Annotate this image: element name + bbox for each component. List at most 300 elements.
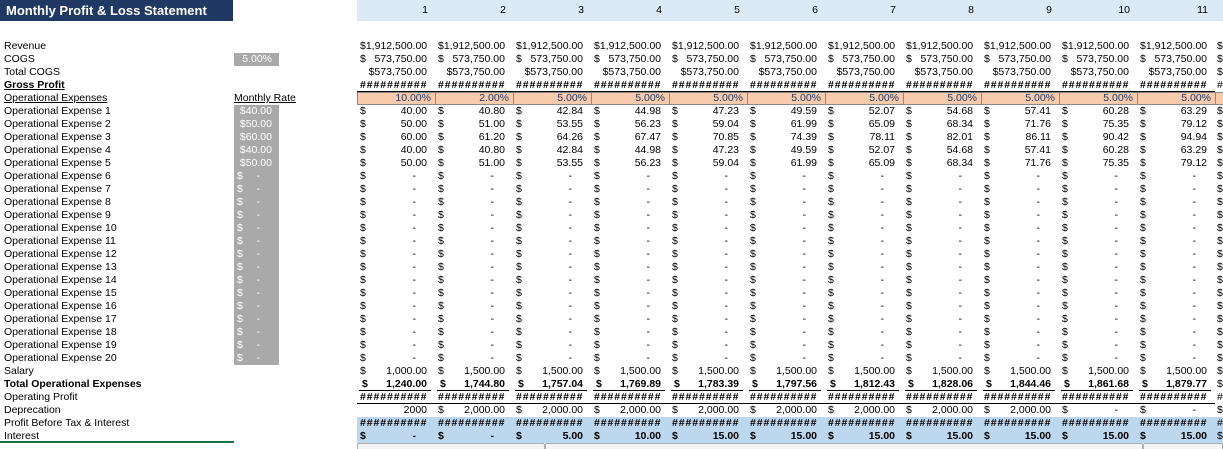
cell-operational-expense-6-col2[interactable] — [435, 170, 513, 183]
row-label-operational-expense-19[interactable]: Operational Expense 19 — [4, 339, 117, 351]
cell-interest-col9[interactable] — [981, 430, 1059, 443]
cell-operational-expense-11-col2[interactable] — [435, 235, 513, 248]
cell-operational-expense-14-col11[interactable] — [1137, 274, 1215, 287]
column-header-8[interactable]: 8 — [968, 4, 974, 16]
row-label-operational-expense-15[interactable]: Operational Expense 15 — [4, 287, 117, 299]
cell-gross-profit-col8[interactable] — [903, 79, 981, 92]
cell-total-cogs-col5[interactable] — [669, 66, 747, 79]
cell-operational-expense-14-col9[interactable] — [981, 274, 1059, 287]
cell-total-operational-expenses-col1[interactable] — [357, 378, 435, 391]
cell-operational-expense-11-col8[interactable] — [903, 235, 981, 248]
cell-operational-expense-3-col9[interactable] — [981, 131, 1059, 144]
cell-cogs-col6[interactable] — [747, 53, 825, 66]
row-label-total-operational-expenses[interactable]: Total Operational Expenses — [4, 378, 142, 390]
cell-operational-expense-14-col4[interactable] — [591, 274, 669, 287]
row-label-operational-expense-4[interactable]: Operational Expense 4 — [4, 144, 111, 156]
row-label-operational-expense-6[interactable]: Operational Expense 6 — [4, 170, 111, 182]
cell-operational-expense-10-col6[interactable] — [747, 222, 825, 235]
cell-operational-expense-7-col2[interactable] — [435, 183, 513, 196]
cell-operational-expense-10-col7[interactable] — [825, 222, 903, 235]
cell-gross-profit-col10[interactable] — [1059, 79, 1137, 92]
rate-input-operational-expense-2[interactable] — [234, 118, 279, 131]
cell-revenue-col7[interactable] — [825, 40, 903, 53]
cell-revenue-col3[interactable] — [513, 40, 591, 53]
row-label-operational-expense-10[interactable]: Operational Expense 10 — [4, 222, 117, 234]
cell-operational-expense-1-col8[interactable] — [903, 105, 981, 118]
cell-cogs-col1[interactable] — [357, 53, 435, 66]
cell-operational-expense-18-col5[interactable] — [669, 326, 747, 339]
cell-operational-expense-1-col3[interactable] — [513, 105, 591, 118]
cell-operational-expense-4-col11[interactable] — [1137, 144, 1215, 157]
cell-revenue-col8[interactable] — [903, 40, 981, 53]
cell-operational-expense-19-col7[interactable] — [825, 339, 903, 352]
cell-deprecation-col8[interactable] — [903, 404, 981, 417]
cell-operational-expense-19-col1[interactable] — [357, 339, 435, 352]
cell-operational-expense-16-col1[interactable] — [357, 300, 435, 313]
cell-operating-profit-col8[interactable] — [903, 391, 981, 404]
cell-salary-col9[interactable] — [981, 365, 1059, 378]
cell-operating-profit-col10[interactable] — [1059, 391, 1137, 404]
cell-operational-expense-15-col3[interactable] — [513, 287, 591, 300]
cell-operational-expense-5-col7[interactable] — [825, 157, 903, 170]
cell-operational-expense-20-col6[interactable] — [747, 352, 825, 365]
cell-operational-expense-15-col6[interactable] — [747, 287, 825, 300]
cell-operational-expense-4-col3[interactable] — [513, 144, 591, 157]
cell-operational-expense-9-col4[interactable] — [591, 209, 669, 222]
cell-operational-expense-7-col10[interactable] — [1059, 183, 1137, 196]
cell-operational-expense-5-col6[interactable] — [747, 157, 825, 170]
rate-input-operational-expense-8[interactable] — [234, 196, 279, 209]
row-label-operational-expense-20[interactable]: Operational Expense 20 — [4, 352, 117, 364]
cell-operational-expense-11-col4[interactable] — [591, 235, 669, 248]
cell-operational-expense-8-col4[interactable] — [591, 196, 669, 209]
cell-operational-expense-9-col10[interactable] — [1059, 209, 1137, 222]
cell-total-operational-expenses-col5[interactable] — [669, 378, 747, 391]
cell-operational-expense-20-col10[interactable] — [1059, 352, 1137, 365]
cell-gross-profit-col1[interactable] — [357, 79, 435, 92]
cell-operational-expense-20-col3[interactable] — [513, 352, 591, 365]
cell-operational-expense-13-col3[interactable] — [513, 261, 591, 274]
cell-operational-expense-8-col3[interactable] — [513, 196, 591, 209]
cell-salary-col10[interactable] — [1059, 365, 1137, 378]
cell-gross-profit-col6[interactable] — [747, 79, 825, 92]
cell-operational-expenses-col8[interactable] — [903, 92, 981, 105]
cell-operational-expense-3-col2[interactable] — [435, 131, 513, 144]
cell-operational-expense-9-col9[interactable] — [981, 209, 1059, 222]
cell-profit-before-tax-interest-col7[interactable] — [825, 417, 903, 430]
cell-operational-expense-14-col5[interactable] — [669, 274, 747, 287]
cell-operational-expense-9-col6[interactable] — [747, 209, 825, 222]
cell-revenue-col2[interactable] — [435, 40, 513, 53]
cell-interest-col10[interactable] — [1059, 430, 1137, 443]
cell-operational-expense-3-col5[interactable] — [669, 131, 747, 144]
cell-operational-expense-8-col11[interactable] — [1137, 196, 1215, 209]
cell-operational-expense-19-col4[interactable] — [591, 339, 669, 352]
rate-input-operational-expense-15[interactable] — [234, 287, 279, 300]
cell-salary-col6[interactable] — [747, 365, 825, 378]
cell-operational-expense-14-col10[interactable] — [1059, 274, 1137, 287]
cell-salary-col4[interactable] — [591, 365, 669, 378]
cell-salary-col2[interactable] — [435, 365, 513, 378]
cell-operational-expense-1-col9[interactable] — [981, 105, 1059, 118]
cell-operational-expense-10-col11[interactable] — [1137, 222, 1215, 235]
cell-operational-expense-20-col8[interactable] — [903, 352, 981, 365]
cell-interest-col1[interactable] — [357, 430, 435, 443]
rate-input-operational-expense-16[interactable] — [234, 300, 279, 313]
cell-operational-expense-3-col4[interactable] — [591, 131, 669, 144]
cell-total-operational-expenses-col8[interactable] — [903, 378, 981, 391]
rate-input-operational-expense-5[interactable] — [234, 157, 279, 170]
cell-operational-expense-18-col8[interactable] — [903, 326, 981, 339]
cell-operational-expense-6-col4[interactable] — [591, 170, 669, 183]
cell-operational-expense-9-col2[interactable] — [435, 209, 513, 222]
cell-total-operational-expenses-col4[interactable] — [591, 378, 669, 391]
cell-operational-expense-8-col9[interactable] — [981, 196, 1059, 209]
cell-revenue-col9[interactable] — [981, 40, 1059, 53]
cell-operational-expense-12-col9[interactable] — [981, 248, 1059, 261]
cell-operational-expenses-col3[interactable] — [513, 92, 591, 105]
cell-operational-expense-5-col8[interactable] — [903, 157, 981, 170]
cell-operational-expenses-col11[interactable] — [1137, 92, 1215, 105]
cell-operational-expense-7-col5[interactable] — [669, 183, 747, 196]
cell-operational-expense-14-col7[interactable] — [825, 274, 903, 287]
cell-operational-expense-15-col8[interactable] — [903, 287, 981, 300]
cell-operational-expense-20-col7[interactable] — [825, 352, 903, 365]
row-label-operational-expense-9[interactable]: Operational Expense 9 — [4, 209, 111, 221]
cell-operational-expense-2-col7[interactable] — [825, 118, 903, 131]
cell-operational-expense-17-col1[interactable] — [357, 313, 435, 326]
cell-operational-expense-20-col5[interactable] — [669, 352, 747, 365]
cell-operational-expense-7-col4[interactable] — [591, 183, 669, 196]
cell-operational-expense-13-col2[interactable] — [435, 261, 513, 274]
cell-operating-profit-col3[interactable] — [513, 391, 591, 404]
cell-operational-expense-8-col2[interactable] — [435, 196, 513, 209]
cell-operational-expense-5-col10[interactable] — [1059, 157, 1137, 170]
cell-cogs-col8[interactable] — [903, 53, 981, 66]
column-header-1[interactable]: 1 — [422, 4, 428, 16]
cell-operational-expense-8-col10[interactable] — [1059, 196, 1137, 209]
row-label-operational-expense-18[interactable]: Operational Expense 18 — [4, 326, 117, 338]
cell-operational-expense-17-col7[interactable] — [825, 313, 903, 326]
cell-operational-expense-9-col3[interactable] — [513, 209, 591, 222]
cell-operating-profit-col2[interactable] — [435, 391, 513, 404]
cell-operational-expense-18-col9[interactable] — [981, 326, 1059, 339]
cell-operational-expense-7-col1[interactable] — [357, 183, 435, 196]
cell-operational-expense-1-col11[interactable] — [1137, 105, 1215, 118]
cell-interest-col11[interactable] — [1137, 430, 1215, 443]
cell-operational-expense-1-col10[interactable] — [1059, 105, 1137, 118]
cell-profit-before-tax-interest-col1[interactable] — [357, 417, 435, 430]
cell-deprecation-col7[interactable] — [825, 404, 903, 417]
cell-total-operational-expenses-col3[interactable] — [513, 378, 591, 391]
row-label-operational-expense-14[interactable]: Operational Expense 14 — [4, 274, 117, 286]
rate-input-operational-expense-4[interactable] — [234, 144, 279, 157]
row-label-operational-expense-1[interactable]: Operational Expense 1 — [4, 105, 111, 117]
row-label-interest[interactable]: Interest — [0, 430, 234, 443]
cell-operational-expense-2-col1[interactable] — [357, 118, 435, 131]
cell-total-cogs-col1[interactable] — [357, 66, 435, 79]
cell-profit-before-tax-interest-col9[interactable] — [981, 417, 1059, 430]
cell-operational-expense-10-col1[interactable] — [357, 222, 435, 235]
cell-operational-expense-12-col2[interactable] — [435, 248, 513, 261]
cell-cogs-col5[interactable] — [669, 53, 747, 66]
cell-cogs-col10[interactable] — [1059, 53, 1137, 66]
cell-operational-expense-2-col11[interactable] — [1137, 118, 1215, 131]
cell-operational-expense-17-col10[interactable] — [1059, 313, 1137, 326]
rate-input-operational-expense-14[interactable] — [234, 274, 279, 287]
cell-operational-expense-2-col10[interactable] — [1059, 118, 1137, 131]
cell-operational-expense-15-col1[interactable] — [357, 287, 435, 300]
cell-operational-expense-19-col5[interactable] — [669, 339, 747, 352]
cell-operational-expense-20-col11[interactable] — [1137, 352, 1215, 365]
cell-revenue-col5[interactable] — [669, 40, 747, 53]
cell-total-operational-expenses-col6[interactable] — [747, 378, 825, 391]
cell-operational-expense-12-col11[interactable] — [1137, 248, 1215, 261]
cell-operational-expense-19-col8[interactable] — [903, 339, 981, 352]
cell-salary-col7[interactable] — [825, 365, 903, 378]
cell-operational-expense-2-col6[interactable] — [747, 118, 825, 131]
column-header-6[interactable]: 6 — [812, 4, 818, 16]
cell-salary-col8[interactable] — [903, 365, 981, 378]
cell-deprecation-col11[interactable] — [1137, 404, 1215, 417]
row-label-operational-expense-7[interactable]: Operational Expense 7 — [4, 183, 111, 195]
cell-operational-expense-6-col11[interactable] — [1137, 170, 1215, 183]
cell-operational-expense-3-col8[interactable] — [903, 131, 981, 144]
row-label-cogs[interactable]: COGS — [4, 53, 35, 65]
cell-operational-expense-2-col8[interactable] — [903, 118, 981, 131]
cell-operational-expense-19-col11[interactable] — [1137, 339, 1215, 352]
cell-operational-expense-16-col7[interactable] — [825, 300, 903, 313]
rate-input-operational-expense-1[interactable] — [234, 105, 279, 118]
row-label-operational-expense-17[interactable]: Operational Expense 17 — [4, 313, 117, 325]
cell-operational-expense-16-col6[interactable] — [747, 300, 825, 313]
cell-operational-expense-5-col2[interactable] — [435, 157, 513, 170]
cell-operational-expense-16-col8[interactable] — [903, 300, 981, 313]
cell-operational-expense-10-col9[interactable] — [981, 222, 1059, 235]
cell-operational-expense-2-col5[interactable] — [669, 118, 747, 131]
cell-operational-expense-16-col11[interactable] — [1137, 300, 1215, 313]
cell-operational-expense-19-col6[interactable] — [747, 339, 825, 352]
cell-deprecation-col4[interactable] — [591, 404, 669, 417]
cell-operational-expense-15-col2[interactable] — [435, 287, 513, 300]
cell-operational-expense-15-col11[interactable] — [1137, 287, 1215, 300]
cell-cogs-col7[interactable] — [825, 53, 903, 66]
cell-interest-col4[interactable] — [591, 430, 669, 443]
row-label-operating-profit[interactable]: Operating Profit — [4, 391, 78, 403]
cell-gross-profit-col4[interactable] — [591, 79, 669, 92]
cell-operational-expense-16-col4[interactable] — [591, 300, 669, 313]
rate-input-operational-expense-10[interactable] — [234, 222, 279, 235]
cell-cogs-col11[interactable] — [1137, 53, 1215, 66]
cell-operational-expense-12-col3[interactable] — [513, 248, 591, 261]
cell-revenue-col1[interactable] — [357, 40, 435, 53]
cell-operational-expense-16-col5[interactable] — [669, 300, 747, 313]
cell-gross-profit-col7[interactable] — [825, 79, 903, 92]
cell-interest-col3[interactable] — [513, 430, 591, 443]
cell-operational-expense-7-col9[interactable] — [981, 183, 1059, 196]
row-label-operational-expense-16[interactable]: Operational Expense 16 — [4, 300, 117, 312]
cell-operational-expense-6-col3[interactable] — [513, 170, 591, 183]
cell-operational-expense-5-col3[interactable] — [513, 157, 591, 170]
cell-operational-expense-8-col1[interactable] — [357, 196, 435, 209]
cell-total-operational-expenses-col10[interactable] — [1059, 378, 1137, 391]
row-label-profit-before-tax-interest[interactable]: Profit Before Tax & Interest — [4, 417, 130, 429]
column-header-5[interactable]: 5 — [734, 4, 740, 16]
cell-total-cogs-col4[interactable] — [591, 66, 669, 79]
cell-operational-expense-10-col4[interactable] — [591, 222, 669, 235]
rate-input-cogs[interactable] — [234, 53, 279, 66]
cell-operational-expense-1-col6[interactable] — [747, 105, 825, 118]
cell-profit-before-tax-interest-col11[interactable] — [1137, 417, 1215, 430]
cell-operational-expenses-col6[interactable] — [747, 92, 825, 105]
cell-deprecation-col6[interactable] — [747, 404, 825, 417]
column-header-10[interactable]: 10 — [1118, 4, 1130, 16]
cell-operational-expense-3-col6[interactable] — [747, 131, 825, 144]
cell-operational-expense-17-col3[interactable] — [513, 313, 591, 326]
cell-operational-expense-17-col9[interactable] — [981, 313, 1059, 326]
cell-operational-expense-2-col9[interactable] — [981, 118, 1059, 131]
cell-operational-expense-18-col1[interactable] — [357, 326, 435, 339]
cell-operational-expense-10-col3[interactable] — [513, 222, 591, 235]
cell-operational-expense-11-col7[interactable] — [825, 235, 903, 248]
cell-operational-expense-19-col2[interactable] — [435, 339, 513, 352]
cell-total-cogs-col2[interactable] — [435, 66, 513, 79]
cell-cogs-col4[interactable] — [591, 53, 669, 66]
cell-operational-expenses-col9[interactable] — [981, 92, 1059, 105]
cell-operational-expense-6-col9[interactable] — [981, 170, 1059, 183]
cell-interest-col6[interactable] — [747, 430, 825, 443]
cell-operational-expense-2-col3[interactable] — [513, 118, 591, 131]
cell-interest-col7[interactable] — [825, 430, 903, 443]
cell-operational-expense-8-col5[interactable] — [669, 196, 747, 209]
cell-operational-expense-6-col10[interactable] — [1059, 170, 1137, 183]
cell-revenue-col10[interactable] — [1059, 40, 1137, 53]
cell-operational-expense-17-col8[interactable] — [903, 313, 981, 326]
cell-operational-expense-9-col1[interactable] — [357, 209, 435, 222]
cell-operational-expense-12-col5[interactable] — [669, 248, 747, 261]
cell-operational-expenses-col7[interactable] — [825, 92, 903, 105]
cell-operational-expense-15-col5[interactable] — [669, 287, 747, 300]
column-header-7[interactable]: 7 — [890, 4, 896, 16]
cell-total-operational-expenses-col7[interactable] — [825, 378, 903, 391]
cell-operational-expense-15-col10[interactable] — [1059, 287, 1137, 300]
cell-operational-expense-8-col8[interactable] — [903, 196, 981, 209]
cell-interest-col8[interactable] — [903, 430, 981, 443]
cell-operational-expense-13-col4[interactable] — [591, 261, 669, 274]
cell-cogs-col9[interactable] — [981, 53, 1059, 66]
row-label-total-cogs[interactable]: Total COGS — [4, 66, 61, 78]
cell-operational-expense-9-col7[interactable] — [825, 209, 903, 222]
cell-total-cogs-col6[interactable] — [747, 66, 825, 79]
rate-input-operational-expense-13[interactable] — [234, 261, 279, 274]
cell-operational-expense-19-col3[interactable] — [513, 339, 591, 352]
cell-operational-expense-6-col6[interactable] — [747, 170, 825, 183]
cell-cogs-col3[interactable] — [513, 53, 591, 66]
cell-operational-expense-6-col1[interactable] — [357, 170, 435, 183]
cell-operational-expense-6-col5[interactable] — [669, 170, 747, 183]
cell-operational-expense-2-col4[interactable] — [591, 118, 669, 131]
cell-interest-col5[interactable] — [669, 430, 747, 443]
cell-operational-expense-13-col9[interactable] — [981, 261, 1059, 274]
cell-operational-expense-15-col7[interactable] — [825, 287, 903, 300]
cell-deprecation-col5[interactable] — [669, 404, 747, 417]
cell-operational-expense-4-col5[interactable] — [669, 144, 747, 157]
row-label-operational-expense-5[interactable]: Operational Expense 5 — [4, 157, 111, 169]
cell-salary-col3[interactable] — [513, 365, 591, 378]
cell-operational-expense-11-col6[interactable] — [747, 235, 825, 248]
cell-operating-profit-col7[interactable] — [825, 391, 903, 404]
cell-deprecation-col3[interactable] — [513, 404, 591, 417]
cell-operational-expense-11-col1[interactable] — [357, 235, 435, 248]
cell-operational-expenses-col4[interactable] — [591, 92, 669, 105]
cell-operational-expense-14-col6[interactable] — [747, 274, 825, 287]
cell-operational-expense-7-col7[interactable] — [825, 183, 903, 196]
cell-operating-profit-col5[interactable] — [669, 391, 747, 404]
cell-operational-expense-9-col5[interactable] — [669, 209, 747, 222]
cell-gross-profit-col2[interactable] — [435, 79, 513, 92]
rate-input-operational-expense-3[interactable] — [234, 131, 279, 144]
cell-operational-expense-8-col7[interactable] — [825, 196, 903, 209]
cell-operational-expense-18-col6[interactable] — [747, 326, 825, 339]
cell-profit-before-tax-interest-col3[interactable] — [513, 417, 591, 430]
cell-deprecation-col9[interactable] — [981, 404, 1059, 417]
cell-operational-expense-11-col10[interactable] — [1059, 235, 1137, 248]
column-header-9[interactable]: 9 — [1046, 4, 1052, 16]
cell-operational-expense-5-col11[interactable] — [1137, 157, 1215, 170]
row-label-deprecation[interactable]: Deprecation — [4, 404, 61, 416]
cell-operational-expense-14-col2[interactable] — [435, 274, 513, 287]
cell-operational-expense-13-col5[interactable] — [669, 261, 747, 274]
cell-operational-expense-10-col5[interactable] — [669, 222, 747, 235]
cell-operational-expense-17-col6[interactable] — [747, 313, 825, 326]
row-label-operational-expenses[interactable]: Operational Expenses — [4, 92, 108, 104]
cell-salary-col5[interactable] — [669, 365, 747, 378]
cell-total-cogs-col11[interactable] — [1137, 66, 1215, 79]
rate-input-operational-expense-11[interactable] — [234, 235, 279, 248]
cell-gross-profit-col3[interactable] — [513, 79, 591, 92]
cell-operating-profit-col9[interactable] — [981, 391, 1059, 404]
cell-operational-expense-6-col7[interactable] — [825, 170, 903, 183]
row-label-operational-expense-11[interactable]: Operational Expense 11 — [4, 235, 116, 247]
cell-operational-expense-13-col6[interactable] — [747, 261, 825, 274]
cell-operational-expense-16-col3[interactable] — [513, 300, 591, 313]
cell-deprecation-col1[interactable] — [357, 404, 435, 417]
column-header-11[interactable]: 11 — [1197, 4, 1208, 16]
cell-operational-expense-4-col6[interactable] — [747, 144, 825, 157]
cell-operational-expense-11-col9[interactable] — [981, 235, 1059, 248]
cell-operational-expense-9-col8[interactable] — [903, 209, 981, 222]
rate-input-operational-expense-20[interactable] — [234, 352, 279, 365]
cell-operational-expense-11-col5[interactable] — [669, 235, 747, 248]
cell-operational-expense-16-col9[interactable] — [981, 300, 1059, 313]
cell-operational-expense-18-col10[interactable] — [1059, 326, 1137, 339]
cell-deprecation-col10[interactable] — [1059, 404, 1137, 417]
cell-operational-expense-3-col10[interactable] — [1059, 131, 1137, 144]
cell-operational-expense-13-col11[interactable] — [1137, 261, 1215, 274]
cell-total-cogs-col7[interactable] — [825, 66, 903, 79]
cell-profit-before-tax-interest-col2[interactable] — [435, 417, 513, 430]
cell-operational-expense-4-col2[interactable] — [435, 144, 513, 157]
cell-operational-expense-12-col7[interactable] — [825, 248, 903, 261]
rate-input-operational-expense-12[interactable] — [234, 248, 279, 261]
cell-operational-expense-1-col1[interactable] — [357, 105, 435, 118]
cell-operational-expense-8-col6[interactable] — [747, 196, 825, 209]
cell-operational-expense-15-col4[interactable] — [591, 287, 669, 300]
cell-salary-col1[interactable] — [357, 365, 435, 378]
cell-operational-expense-18-col3[interactable] — [513, 326, 591, 339]
cell-operational-expense-19-col10[interactable] — [1059, 339, 1137, 352]
cell-operational-expense-3-col11[interactable] — [1137, 131, 1215, 144]
